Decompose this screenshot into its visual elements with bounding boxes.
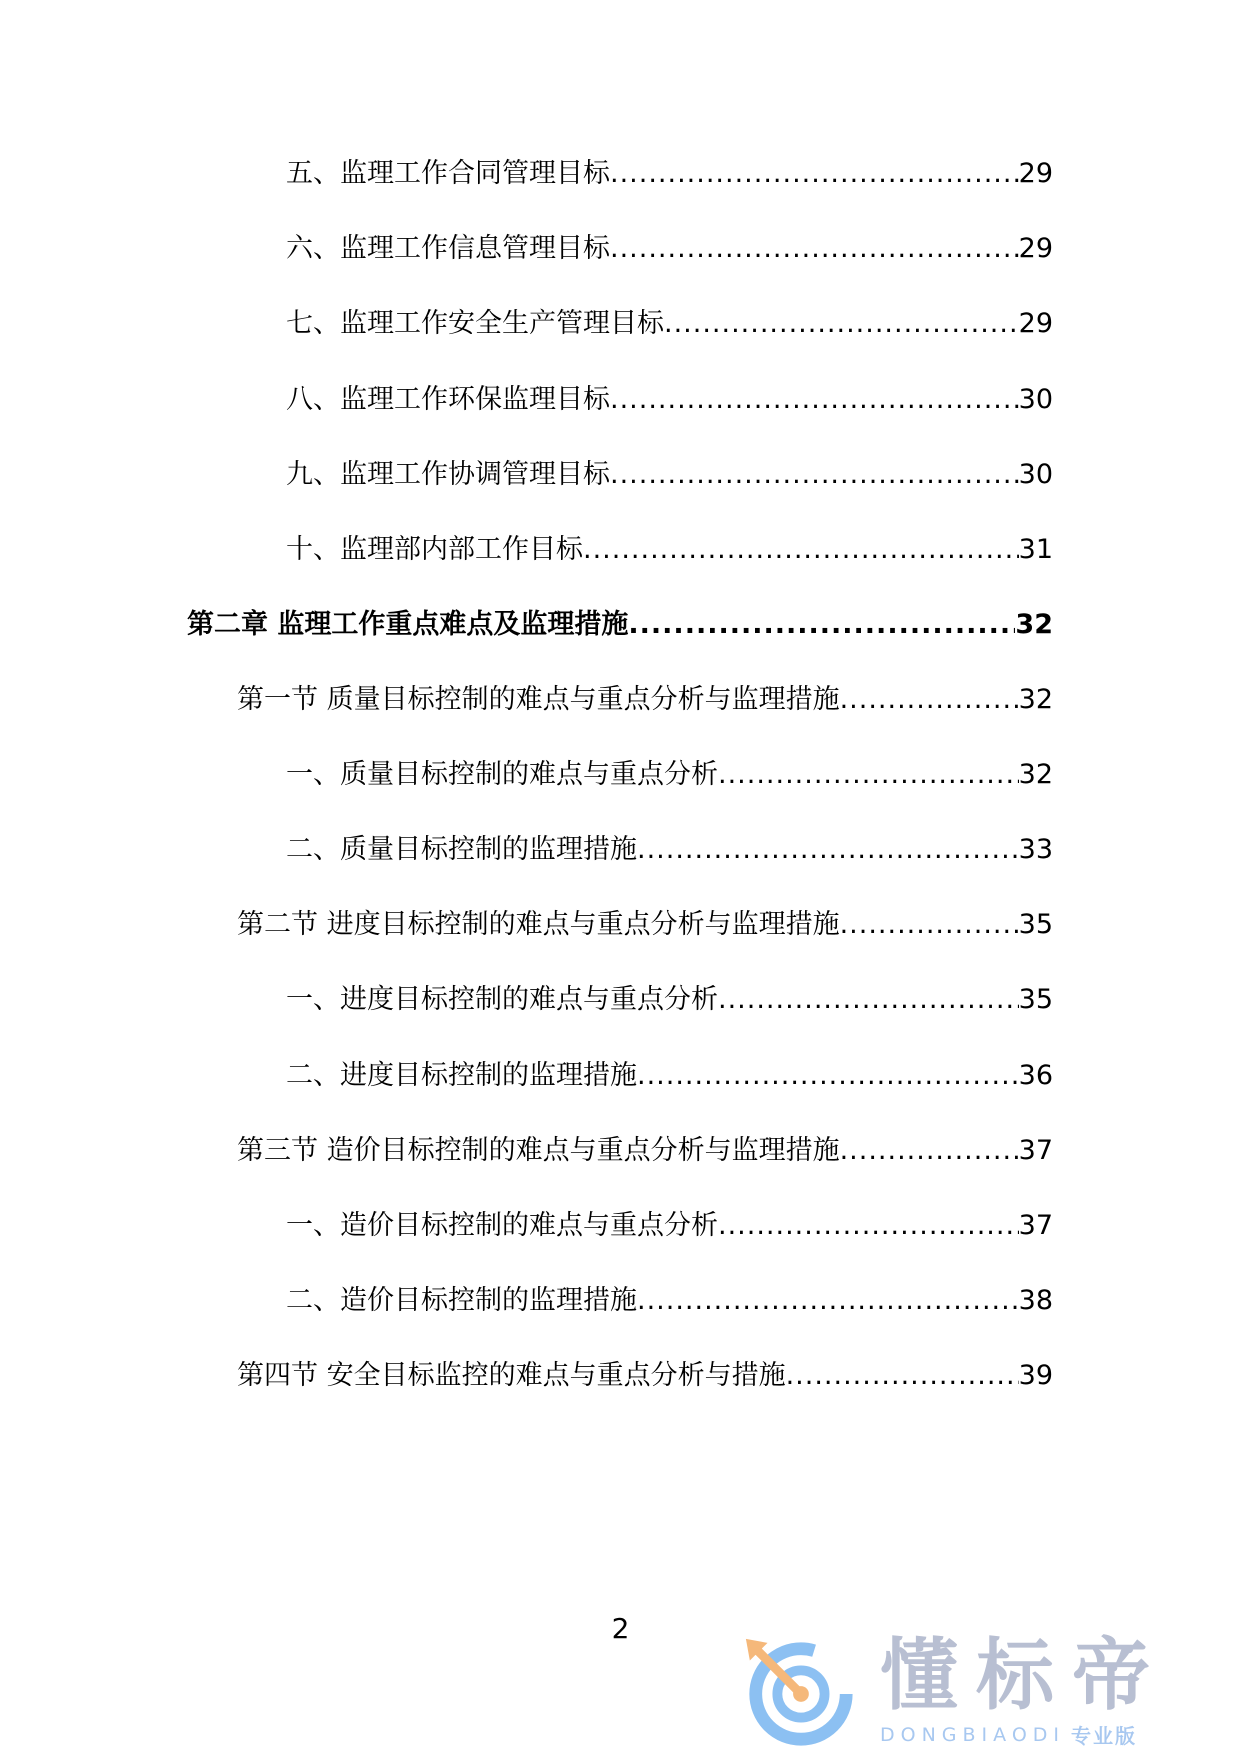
toc-entry-page: 31 xyxy=(1018,534,1053,565)
toc-entry-title: 十、监理部内部工作目标 xyxy=(286,534,583,565)
toc-leader-dots xyxy=(610,229,1019,269)
toc-leader-dots xyxy=(718,1206,1019,1246)
toc-entry-page: 29 xyxy=(1018,233,1053,264)
toc-entry-page: 35 xyxy=(1018,909,1053,940)
watermark-brand-pinyin: DONGBIAODI xyxy=(880,1723,1066,1746)
toc-entry[interactable] xyxy=(286,1281,1053,1321)
toc-entry-page: 30 xyxy=(1018,459,1053,490)
toc-entry-title: 二、进度目标控制的监理措施 xyxy=(286,1060,637,1091)
toc-entry-page: 35 xyxy=(1018,984,1053,1015)
toc-entry-title: 第一节 质量目标控制的难点与重点分析与监理措施 xyxy=(237,684,840,715)
toc-entry[interactable] xyxy=(286,980,1053,1020)
toc-entry-page: 29 xyxy=(1018,308,1053,339)
toc-leader-dots xyxy=(786,1356,1019,1396)
toc-entry[interactable] xyxy=(286,455,1053,495)
toc-entry-page: 39 xyxy=(1018,1360,1053,1391)
toc-entry-title: 一、质量目标控制的难点与重点分析 xyxy=(286,759,718,790)
toc-leader-dots xyxy=(637,1056,1019,1096)
toc-entry-page: 37 xyxy=(1018,1135,1053,1166)
toc-leader-dots xyxy=(610,455,1019,495)
target-arrow-icon xyxy=(740,1633,858,1751)
toc-entry-page: 30 xyxy=(1018,384,1053,415)
page-number: 2 xyxy=(611,1612,630,1645)
toc-entry-page: 29 xyxy=(1018,158,1053,189)
toc-entry-title: 第四节 安全目标监控的难点与重点分析与措施 xyxy=(237,1360,786,1391)
toc-entry-page: 32 xyxy=(1018,684,1053,715)
toc-entry[interactable] xyxy=(286,380,1053,420)
toc-entry[interactable] xyxy=(286,154,1053,194)
toc-entry-title: 八、监理工作环保监理目标 xyxy=(286,384,610,415)
toc-leader-dots xyxy=(718,980,1019,1020)
toc-leader-dots xyxy=(718,755,1019,795)
toc-entry[interactable] xyxy=(286,1206,1053,1246)
toc-entry-title: 五、监理工作合同管理目标 xyxy=(286,158,610,189)
toc-leader-dots xyxy=(664,304,1019,344)
toc-entry-title: 第三节 造价目标控制的难点与重点分析与监理措施 xyxy=(237,1135,840,1166)
toc-entry-page: 37 xyxy=(1018,1210,1053,1241)
toc-entry-title: 一、造价目标控制的难点与重点分析 xyxy=(286,1210,718,1241)
toc-entry-title: 六、监理工作信息管理目标 xyxy=(286,233,610,264)
toc-entry[interactable] xyxy=(286,304,1053,344)
toc-entry[interactable] xyxy=(286,530,1053,570)
toc-entry-page: 33 xyxy=(1018,834,1053,865)
toc-leader-dots xyxy=(637,830,1019,870)
toc-entry-title: 二、质量目标控制的监理措施 xyxy=(286,834,637,865)
toc-entry-title: 第二章 监理工作重点难点及监理措施 xyxy=(187,609,629,640)
toc-entry-title: 第二节 进度目标控制的难点与重点分析与监理措施 xyxy=(237,909,840,940)
toc-leader-dots xyxy=(610,380,1019,420)
toc-section-entry[interactable] xyxy=(237,680,1053,720)
toc-section-entry[interactable] xyxy=(237,1131,1053,1171)
toc-entry-page: 38 xyxy=(1018,1285,1053,1316)
toc-entry-title: 二、造价目标控制的监理措施 xyxy=(286,1285,637,1316)
toc-section-entry[interactable] xyxy=(237,1356,1053,1396)
toc-section-entry[interactable] xyxy=(237,905,1053,945)
toc-entry-title: 一、进度目标控制的难点与重点分析 xyxy=(286,984,718,1015)
toc-leader-dots xyxy=(637,1281,1019,1321)
toc-entry[interactable] xyxy=(286,229,1053,269)
toc-entry-page: 36 xyxy=(1018,1060,1053,1091)
toc-leader-dots xyxy=(840,905,1019,945)
watermark-logo xyxy=(740,1631,1210,1749)
toc-leader-dots xyxy=(840,1131,1019,1171)
toc-entry-title: 九、监理工作协调管理目标 xyxy=(286,459,610,490)
toc-leader-dots xyxy=(840,680,1019,720)
toc-entry[interactable] xyxy=(286,1056,1053,1096)
toc-leader-dots xyxy=(628,605,1015,645)
toc-entry-title: 七、监理工作安全生产管理目标 xyxy=(286,308,664,339)
toc-entry[interactable] xyxy=(286,830,1053,870)
toc-leader-dots xyxy=(610,154,1019,194)
toc-chapter-entry[interactable] xyxy=(187,605,1053,645)
toc-entry-page: 32 xyxy=(1018,759,1053,790)
watermark-brand-name: 懂标帝 xyxy=(880,1631,1169,1721)
toc-entry-page: 32 xyxy=(1015,609,1053,640)
toc-leader-dots xyxy=(583,530,1019,570)
watermark-edition-label: 专业版 xyxy=(1071,1724,1138,1748)
toc-entry[interactable] xyxy=(286,755,1053,795)
